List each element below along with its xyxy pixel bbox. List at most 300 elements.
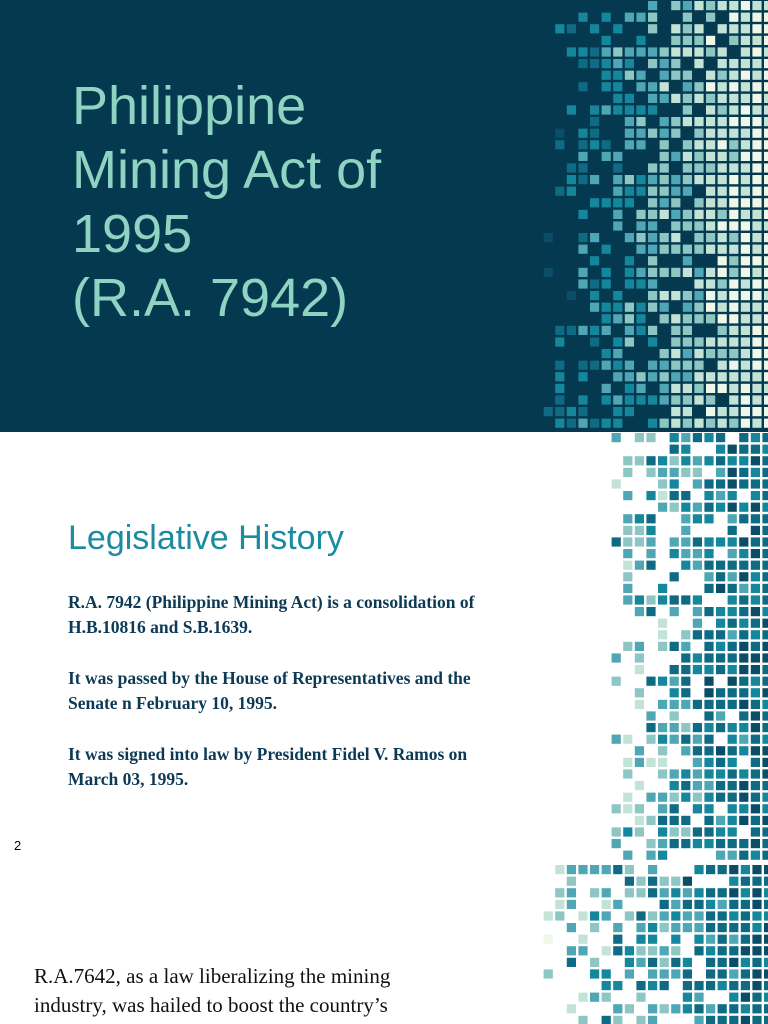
mosaic-tile bbox=[567, 865, 576, 874]
mosaic-tile bbox=[670, 827, 679, 836]
mosaic-tile bbox=[706, 36, 715, 45]
mosaic-tile bbox=[739, 793, 748, 802]
mosaic-tile bbox=[762, 572, 768, 581]
mosaic-tile bbox=[636, 117, 645, 126]
mosaic-tile bbox=[590, 59, 599, 68]
mosaic-tile bbox=[623, 491, 632, 500]
mosaic-tile bbox=[578, 82, 587, 91]
mosaic-tile bbox=[681, 688, 690, 697]
mosaic-tile bbox=[578, 361, 587, 370]
mosaic-tile bbox=[671, 384, 680, 393]
mosaic-tile bbox=[762, 595, 768, 604]
mosaic-tile bbox=[623, 514, 632, 523]
mosaic-tile bbox=[718, 71, 727, 80]
mosaic-tile bbox=[739, 700, 748, 709]
mosaic-tile bbox=[590, 256, 599, 265]
paragraph-line: R.A. 7942 (Philippine Mining Act) is a consolidation of bbox=[68, 592, 475, 612]
mosaic-tile bbox=[716, 619, 725, 628]
mosaic-tile bbox=[567, 47, 576, 56]
mosaic-tile bbox=[762, 433, 768, 442]
mosaic-tile bbox=[752, 117, 761, 126]
mosaic-tile bbox=[693, 549, 702, 558]
mosaic-tile bbox=[764, 24, 768, 33]
mosaic-tile bbox=[683, 911, 692, 920]
mosaic-tile bbox=[752, 958, 761, 967]
mosaic-tile bbox=[613, 419, 622, 428]
mosaic-tile bbox=[741, 233, 750, 242]
mosaic-tile bbox=[635, 758, 644, 767]
mosaic-tile bbox=[648, 981, 657, 990]
mosaic-tile bbox=[694, 175, 703, 184]
mosaic-tile bbox=[671, 372, 680, 381]
mosaic-tile bbox=[718, 337, 727, 346]
mosaic-tile bbox=[670, 711, 679, 720]
mosaic-tile bbox=[658, 595, 667, 604]
mosaic-tile bbox=[739, 688, 748, 697]
mosaic-tile bbox=[729, 82, 738, 91]
mosaic-tile bbox=[751, 572, 760, 581]
mosaic-tile bbox=[706, 94, 715, 103]
mosaic-tile bbox=[658, 839, 667, 848]
mosaic-tile bbox=[762, 793, 768, 802]
mosaic-tile bbox=[762, 607, 768, 616]
mosaic-tile bbox=[623, 456, 632, 465]
mosaic-tile bbox=[602, 981, 611, 990]
mosaic-tile bbox=[706, 47, 715, 56]
mosaic-tile bbox=[741, 187, 750, 196]
mosaic-tile bbox=[752, 245, 761, 254]
mosaic-tile bbox=[729, 279, 738, 288]
mosaic-tile bbox=[648, 187, 657, 196]
mosaic-tile bbox=[694, 935, 703, 944]
mosaic-tile bbox=[635, 537, 644, 546]
mosaic-tile bbox=[693, 653, 702, 662]
mosaic-tile bbox=[729, 1016, 738, 1024]
mosaic-tile bbox=[658, 851, 667, 860]
mosaic-tile bbox=[706, 233, 715, 242]
mosaic-tile bbox=[646, 607, 655, 616]
mosaic-tile bbox=[602, 71, 611, 80]
mosaic-tile bbox=[751, 549, 760, 558]
mosaic-tile bbox=[739, 468, 748, 477]
mosaic-tile bbox=[694, 210, 703, 219]
mosaic-tile bbox=[646, 711, 655, 720]
mosaic-tile bbox=[706, 140, 715, 149]
mosaic-tile bbox=[693, 619, 702, 628]
mosaic-tile bbox=[728, 758, 737, 767]
mosaic-tile bbox=[683, 1004, 692, 1013]
mosaic-tile bbox=[578, 140, 587, 149]
mosaic-tile bbox=[660, 163, 669, 172]
mosaic-tile bbox=[636, 47, 645, 56]
mosaic-tile bbox=[625, 1004, 634, 1013]
mosaic-tile bbox=[555, 911, 564, 920]
mosaic-tile bbox=[741, 36, 750, 45]
mosaic-tile bbox=[694, 981, 703, 990]
mosaic-tile bbox=[670, 677, 679, 686]
mosaic-tile bbox=[648, 923, 657, 932]
mosaic-tile bbox=[752, 94, 761, 103]
mosaic-tile bbox=[739, 816, 748, 825]
mosaic-tile bbox=[658, 456, 667, 465]
mosaic-tile bbox=[764, 245, 768, 254]
mosaic-tile bbox=[739, 619, 748, 628]
mosaic-tile bbox=[728, 445, 737, 454]
mosaic-tile bbox=[683, 175, 692, 184]
mosaic-tile bbox=[623, 769, 632, 778]
mosaic-tile bbox=[762, 514, 768, 523]
mosaic-tile bbox=[762, 642, 768, 651]
mosaic-tile bbox=[693, 700, 702, 709]
mosaic-tile bbox=[660, 140, 669, 149]
mosaic-tile bbox=[567, 326, 576, 335]
mosaic-tile bbox=[706, 117, 715, 126]
mosaic-tile bbox=[728, 630, 737, 639]
mosaic-tile bbox=[752, 407, 761, 416]
mosaic-tile bbox=[670, 769, 679, 778]
mosaic-tile bbox=[718, 129, 727, 138]
mosaic-tile bbox=[602, 900, 611, 909]
mosaic-tile bbox=[716, 723, 725, 732]
mosaic-tile bbox=[660, 291, 669, 300]
mosaic-tile bbox=[660, 233, 669, 242]
mosaic-tile bbox=[693, 561, 702, 570]
mosaic-tile bbox=[729, 337, 738, 346]
mosaic-tile bbox=[602, 36, 611, 45]
mosaic-tile bbox=[764, 140, 768, 149]
mosaic-tile bbox=[544, 969, 553, 978]
mosaic-tile bbox=[752, 969, 761, 978]
mosaic-tile bbox=[613, 935, 622, 944]
mosaic-tile bbox=[716, 700, 725, 709]
mosaic-tile bbox=[718, 59, 727, 68]
mosaic-tile bbox=[625, 198, 634, 207]
mosaic-tile bbox=[625, 187, 634, 196]
mosaic-tile bbox=[660, 210, 669, 219]
mosaic-tile bbox=[764, 221, 768, 230]
mosaic-tile bbox=[706, 210, 715, 219]
mosaic-tile bbox=[739, 851, 748, 860]
mosaic-tile bbox=[648, 82, 657, 91]
mosaic-tile bbox=[613, 187, 622, 196]
mosaic-tile bbox=[739, 804, 748, 813]
mosaic-tile bbox=[741, 24, 750, 33]
mosaic-tile bbox=[602, 326, 611, 335]
mosaic-tile bbox=[704, 711, 713, 720]
mosaic-tile bbox=[590, 129, 599, 138]
mosaic-tile bbox=[741, 303, 750, 312]
mosaic-tile bbox=[752, 993, 761, 1002]
mosaic-tile bbox=[716, 584, 725, 593]
mosaic-tile bbox=[729, 163, 738, 172]
mosaic-tile bbox=[670, 642, 679, 651]
mosaic-tile bbox=[752, 279, 761, 288]
mosaic-tile bbox=[762, 677, 768, 686]
mosaic-tile bbox=[751, 735, 760, 744]
mosaic-tile bbox=[741, 82, 750, 91]
mosaic-tile bbox=[694, 946, 703, 955]
mosaic-tile bbox=[648, 372, 657, 381]
mosaic-tile bbox=[671, 877, 680, 886]
mosaic-tile bbox=[716, 630, 725, 639]
mosaic-tile bbox=[693, 735, 702, 744]
mosaic-tile bbox=[625, 256, 634, 265]
mosaic-tile bbox=[635, 526, 644, 535]
mosaic-tile bbox=[728, 735, 737, 744]
mosaic-tile bbox=[625, 268, 634, 277]
mosaic-tile bbox=[716, 561, 725, 570]
mosaic-tile bbox=[578, 268, 587, 277]
mosaic-tile bbox=[602, 47, 611, 56]
mosaic-tile bbox=[741, 256, 750, 265]
mosaic-tile bbox=[625, 877, 634, 886]
mosaic-tile bbox=[613, 24, 622, 33]
mosaic-tile bbox=[741, 935, 750, 944]
mosaic-tile bbox=[681, 793, 690, 802]
mosaic-tile bbox=[671, 245, 680, 254]
mosaic-tile bbox=[671, 900, 680, 909]
mosaic-tile bbox=[716, 503, 725, 512]
mosaic-tile bbox=[613, 82, 622, 91]
mosaic-tile bbox=[681, 433, 690, 442]
mosaic-tile bbox=[602, 911, 611, 920]
mosaic-tile bbox=[751, 839, 760, 848]
mosaic-tile bbox=[613, 337, 622, 346]
mosaic-tile bbox=[718, 326, 727, 335]
mosaic-tile bbox=[681, 781, 690, 790]
mosaic-tile bbox=[648, 47, 657, 56]
mosaic-tile bbox=[704, 653, 713, 662]
mosaic-tile bbox=[648, 1016, 657, 1024]
mosaic-tile bbox=[741, 923, 750, 932]
mosaic-tile bbox=[555, 140, 564, 149]
mosaic-tile bbox=[752, 187, 761, 196]
mosaic-tile bbox=[728, 537, 737, 546]
mosaic-tile bbox=[739, 630, 748, 639]
mosaic-tile bbox=[648, 291, 657, 300]
body-line: R.A.7642, as a law liberalizing the mining bbox=[34, 964, 391, 988]
mosaic-tile bbox=[693, 746, 702, 755]
mosaic-tile bbox=[590, 958, 599, 967]
mosaic-tile bbox=[636, 1016, 645, 1024]
mosaic-tile bbox=[729, 361, 738, 370]
mosaic-tile bbox=[741, 1004, 750, 1013]
mosaic-tile bbox=[670, 433, 679, 442]
mosaic-tile bbox=[741, 877, 750, 886]
mosaic-tile bbox=[729, 94, 738, 103]
mosaic-tile bbox=[752, 129, 761, 138]
mosaic-tile bbox=[578, 372, 587, 381]
mosaic-tile bbox=[764, 958, 768, 967]
mosaic-tile bbox=[681, 630, 690, 639]
mosaic-tile bbox=[602, 1016, 611, 1024]
mosaic-tile bbox=[693, 433, 702, 442]
mosaic-tile bbox=[671, 175, 680, 184]
mosaic-tile bbox=[739, 595, 748, 604]
mosaic-tile bbox=[704, 839, 713, 848]
mosaic-tile bbox=[623, 468, 632, 477]
mosaic-tile bbox=[681, 746, 690, 755]
mosaic-tile bbox=[728, 688, 737, 697]
mosaic-tile bbox=[762, 839, 768, 848]
mosaic-tile bbox=[683, 888, 692, 897]
mosaic-tile bbox=[683, 337, 692, 346]
mosaic-tile bbox=[739, 503, 748, 512]
mosaic-tile bbox=[648, 1004, 657, 1013]
mosaic-tile bbox=[762, 479, 768, 488]
mosaic-tile bbox=[729, 36, 738, 45]
mosaic-tile bbox=[729, 946, 738, 955]
mosaic-tile bbox=[578, 865, 587, 874]
mosaic-tile bbox=[729, 372, 738, 381]
mosaic-tile bbox=[739, 711, 748, 720]
mosaic-tile bbox=[613, 900, 622, 909]
mosaic-tile bbox=[752, 900, 761, 909]
mosaic-tile bbox=[636, 993, 645, 1002]
mosaic-tile bbox=[670, 839, 679, 848]
mosaic-tile bbox=[694, 47, 703, 56]
mosaic-tile bbox=[625, 117, 634, 126]
mosaic-tile bbox=[764, 900, 768, 909]
mosaic-tile bbox=[751, 769, 760, 778]
mosaic-tile bbox=[728, 700, 737, 709]
mosaic-tile bbox=[718, 372, 727, 381]
mosaic-tile bbox=[648, 268, 657, 277]
mosaic-tile bbox=[764, 198, 768, 207]
mosaic-tile bbox=[706, 82, 715, 91]
mosaic-tile bbox=[613, 291, 622, 300]
mosaic-tile bbox=[729, 71, 738, 80]
mosaic-tile bbox=[670, 468, 679, 477]
mosaic-tile bbox=[706, 291, 715, 300]
mosaic-tile bbox=[706, 865, 715, 874]
mosaic-tile bbox=[764, 129, 768, 138]
mosaic-tile bbox=[762, 653, 768, 662]
mosaic-tile bbox=[741, 117, 750, 126]
mosaic-tile bbox=[555, 384, 564, 393]
mosaic-tile bbox=[741, 13, 750, 22]
mosaic-tile bbox=[660, 981, 669, 990]
mosaic-tile bbox=[694, 900, 703, 909]
mosaic-tile bbox=[658, 619, 667, 628]
mosaic-tile bbox=[635, 827, 644, 836]
mosaic-tile bbox=[602, 198, 611, 207]
mosaic-tile bbox=[683, 140, 692, 149]
mosaic-tile bbox=[729, 419, 738, 428]
mosaic-tile bbox=[751, 723, 760, 732]
mosaic-tile bbox=[693, 665, 702, 674]
mosaic-tile bbox=[728, 665, 737, 674]
mosaic-tile bbox=[729, 877, 738, 886]
mosaic-tile bbox=[752, 24, 761, 33]
mosaic-tile bbox=[752, 268, 761, 277]
mosaic-tile bbox=[751, 433, 760, 442]
mosaic-tile bbox=[718, 361, 727, 370]
mosaic-tile bbox=[739, 781, 748, 790]
mosaic-tile bbox=[704, 781, 713, 790]
mosaic-tile bbox=[729, 981, 738, 990]
mosaic-tile bbox=[670, 479, 679, 488]
mosaic-tile bbox=[681, 468, 690, 477]
mosaic-tile bbox=[729, 140, 738, 149]
mosaic-tile bbox=[602, 993, 611, 1002]
mosaic-tile bbox=[625, 946, 634, 955]
mosaic-tile bbox=[694, 349, 703, 358]
mosaic-tile bbox=[718, 384, 727, 393]
mosaic-tile bbox=[716, 851, 725, 860]
mosaic-tile bbox=[751, 758, 760, 767]
mosaic-tile bbox=[729, 349, 738, 358]
mosaic-tile bbox=[646, 456, 655, 465]
mosaic-tile bbox=[704, 433, 713, 442]
mosaic-tile bbox=[578, 210, 587, 219]
mosaic-tile bbox=[741, 268, 750, 277]
mosaic-tile bbox=[729, 395, 738, 404]
mosaic-tile bbox=[704, 769, 713, 778]
mosaic-tile bbox=[636, 221, 645, 230]
title-slide bbox=[0, 0, 768, 432]
mosaic-tile bbox=[751, 584, 760, 593]
mosaic-tile bbox=[728, 619, 737, 628]
mosaic-tile bbox=[613, 210, 622, 219]
mosaic-tile bbox=[706, 221, 715, 230]
history-paragraph-consolidation bbox=[68, 590, 588, 640]
mosaic-tile bbox=[739, 665, 748, 674]
mosaic-tile bbox=[716, 468, 725, 477]
mosaic-tile bbox=[660, 969, 669, 978]
mosaic-tile bbox=[578, 245, 587, 254]
mosaic-tile bbox=[660, 82, 669, 91]
mosaic-tile bbox=[729, 865, 738, 874]
mosaic-tile bbox=[694, 1016, 703, 1024]
mosaic-tile bbox=[752, 946, 761, 955]
mosaic-tile bbox=[764, 303, 768, 312]
mosaic-tile bbox=[704, 816, 713, 825]
mosaic-tile bbox=[567, 24, 576, 33]
mosaic-tile bbox=[636, 268, 645, 277]
mosaic-tile bbox=[693, 607, 702, 616]
mosaic-tile bbox=[706, 198, 715, 207]
mosaic-tile bbox=[729, 923, 738, 932]
mosaic-tile bbox=[625, 233, 634, 242]
mosaic-tile bbox=[683, 163, 692, 172]
mosaic-tile bbox=[612, 735, 621, 744]
mosaic-tile bbox=[625, 865, 634, 874]
mosaic-tile bbox=[728, 781, 737, 790]
mosaic-tile bbox=[718, 82, 727, 91]
mosaic-tile bbox=[578, 175, 587, 184]
mosaic-tile bbox=[706, 13, 715, 22]
mosaic-tile bbox=[751, 677, 760, 686]
mosaic-tile bbox=[729, 187, 738, 196]
mosaic-tile bbox=[716, 445, 725, 454]
mosaic-tile bbox=[602, 946, 611, 955]
mosaic-tile bbox=[625, 71, 634, 80]
mosaic-tile bbox=[636, 105, 645, 114]
mosaic-tile bbox=[762, 723, 768, 732]
mosaic-tile bbox=[751, 781, 760, 790]
mosaic-tile bbox=[602, 105, 611, 114]
mosaic-tile bbox=[762, 827, 768, 836]
mosaic-tile bbox=[590, 279, 599, 288]
mosaic-tile bbox=[683, 349, 692, 358]
mosaic-tile bbox=[728, 746, 737, 755]
mosaic-tile bbox=[728, 491, 737, 500]
mosaic-tile bbox=[567, 923, 576, 932]
mosaic-tile bbox=[648, 221, 657, 230]
mosaic-tile bbox=[660, 900, 669, 909]
mosaic-tile bbox=[716, 607, 725, 616]
